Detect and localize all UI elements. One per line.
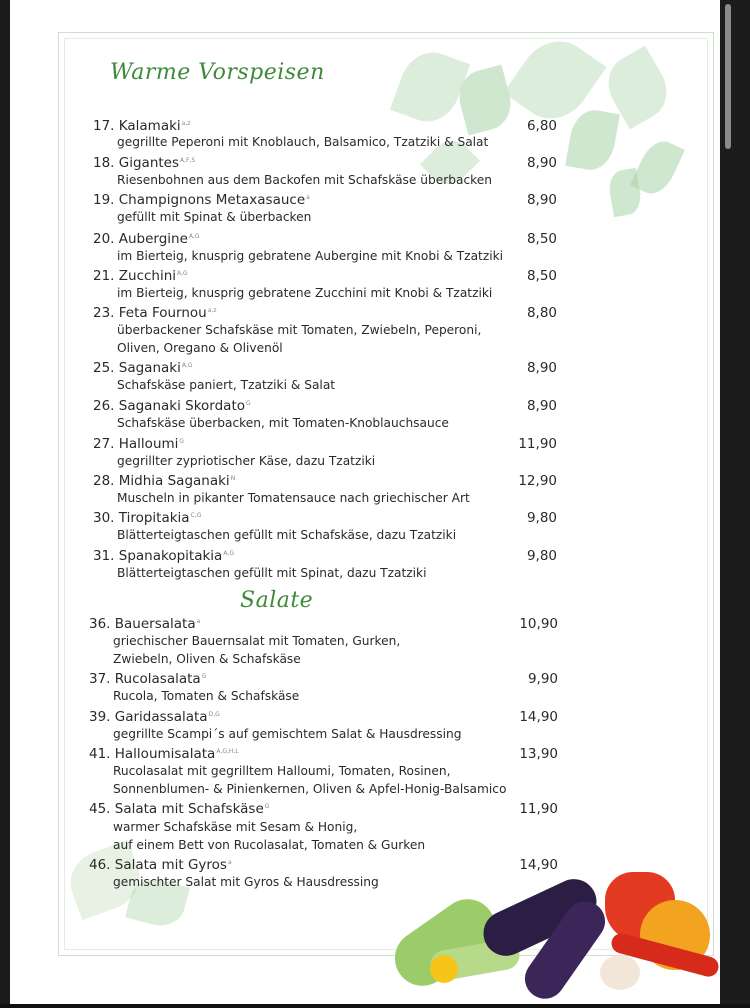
warm-item-name bbox=[93, 548, 234, 564]
warm-item-price: 11,90 bbox=[518, 436, 557, 452]
salad-item-price: 13,90 bbox=[519, 746, 558, 762]
allergen-codes: a,z bbox=[207, 306, 217, 314]
allergen-codes: A,G bbox=[177, 269, 188, 277]
salad-item-name bbox=[89, 616, 200, 632]
warm-item-description: Schafskäse überbacken, mit Tomaten-Knoblauchsauce bbox=[117, 416, 449, 430]
warm-item-name bbox=[93, 398, 251, 414]
allergen-codes: A,G bbox=[181, 361, 193, 369]
warm-item-price: 8,50 bbox=[526, 231, 557, 247]
warm-item-name bbox=[93, 268, 188, 284]
allergen-codes: G bbox=[179, 437, 185, 445]
warm-item-name bbox=[93, 436, 184, 452]
warm-item-description: Muscheln in pikanter Tomatensauce nach griechischer Art bbox=[117, 491, 470, 505]
item-title: 21. Zucchini bbox=[93, 268, 177, 284]
salad-item-description: gemischter Salat mit Gyros & Hausdressing bbox=[113, 875, 379, 889]
allergen-codes: N bbox=[230, 474, 236, 482]
warm-item-price: 8,80 bbox=[526, 305, 557, 321]
item-title: 19. Champignons Metaxasauce bbox=[93, 192, 306, 208]
section-title-salads: Salate bbox=[240, 588, 314, 613]
item-title: 25. Saganaki bbox=[93, 360, 181, 376]
warm-item-description: im Bierteig, knusprig gebratene Aubergine mit Knobi & Tzatziki bbox=[117, 249, 504, 263]
item-title: 31. Spanakopitakia bbox=[93, 548, 223, 564]
warm-item-price: 8,90 bbox=[526, 192, 557, 208]
warm-item-name bbox=[93, 231, 200, 247]
salad-item-description: Zwiebeln, Oliven & Schafskäse bbox=[113, 652, 301, 666]
salad-item-description: Rucolasalat mit gegrilltem Halloumi, Tomaten, Rosinen, bbox=[113, 764, 451, 778]
salad-item-name bbox=[89, 671, 206, 687]
allergen-codes: G bbox=[246, 399, 251, 407]
allergen-codes: G bbox=[264, 802, 270, 810]
warm-item-price: 9,80 bbox=[526, 510, 557, 526]
warm-item-description: gegrillter zypriotischer Käse, dazu Tzatziki bbox=[117, 454, 376, 468]
warm-item-name bbox=[93, 473, 235, 489]
warm-item-name bbox=[93, 118, 190, 134]
salad-item-price: 11,90 bbox=[519, 801, 558, 817]
warm-item-description: im Bierteig, knusprig gebratene Zucchini mit Knobi & Tzatziki bbox=[117, 286, 493, 300]
warm-item-description: Schafskäse paniert, Tzatziki & Salat bbox=[117, 378, 336, 392]
allergen-codes: A,F,S bbox=[180, 156, 196, 164]
warm-item-description: Blätterteigtaschen gefüllt mit Spinat, dazu Tzatziki bbox=[117, 566, 427, 580]
allergen-codes: A,G bbox=[223, 549, 234, 557]
warm-item-price: 8,50 bbox=[526, 268, 557, 284]
item-title: 30. Tiropitakia bbox=[93, 510, 190, 526]
item-title: 46. Salata mit Gyros bbox=[89, 857, 227, 873]
item-title: 28. Midhia Saganaki bbox=[93, 473, 230, 489]
item-title: 17. Kalamaki bbox=[93, 118, 181, 134]
salad-item-price: 10,90 bbox=[519, 616, 558, 632]
salad-item-description: warmer Schafskäse mit Sesam & Honig, bbox=[113, 820, 358, 834]
item-title: 23. Feta Fournou bbox=[93, 305, 207, 321]
scrollbar[interactable] bbox=[720, 0, 735, 1008]
salad-item-price: 14,90 bbox=[519, 857, 558, 873]
allergen-codes: A,G,H,L bbox=[216, 747, 239, 755]
menu-page bbox=[10, 0, 735, 1008]
warm-item-description: Oliven, Oregano & Olivenöl bbox=[117, 341, 283, 355]
item-title: 45. Salata mit Schafskäse bbox=[89, 801, 264, 817]
warm-item-description: gegrillte Peperoni mit Knoblauch, Balsamico, Tzatziki & Salat bbox=[117, 135, 489, 149]
salad-item-name bbox=[89, 746, 239, 762]
item-title: 36. Bauersalata bbox=[89, 616, 196, 632]
salad-item-name bbox=[89, 801, 269, 817]
allergen-codes: C,G bbox=[190, 511, 202, 519]
warm-item-name bbox=[93, 192, 310, 208]
warm-item-price: 8,90 bbox=[526, 398, 557, 414]
warm-item-price: 9,80 bbox=[526, 548, 557, 564]
salad-item-description: auf einem Bett von Rucolasalat, Tomaten & Gurken bbox=[113, 838, 426, 852]
item-title: 26. Saganaki Skordato bbox=[93, 398, 246, 414]
warm-item-description: Riesenbohnen aus dem Backofen mit Schafskäse überbacken bbox=[117, 173, 492, 187]
item-title: 27. Halloumi bbox=[93, 436, 179, 452]
section-title-warm: Warme Vorspeisen bbox=[110, 60, 325, 85]
salad-item-price: 9,90 bbox=[527, 671, 558, 687]
warm-item-description: Blätterteigtaschen gefüllt mit Schafskäse, dazu Tzatziki bbox=[117, 528, 457, 542]
warm-item-name bbox=[93, 155, 195, 171]
salad-item-description: gegrillte Scampi´s auf gemischtem Salat & Hausdressing bbox=[113, 727, 462, 741]
item-title: 18. Gigantes bbox=[93, 155, 180, 171]
item-title: 39. Garidassalata bbox=[89, 709, 208, 725]
salad-item-price: 14,90 bbox=[519, 709, 558, 725]
warm-item-name bbox=[93, 510, 201, 526]
item-title: 20. Aubergine bbox=[93, 231, 188, 247]
warm-item-price: 12,90 bbox=[518, 473, 557, 489]
allergen-codes: D,G bbox=[208, 710, 220, 718]
warm-item-description: gefüllt mit Spinat & überbacken bbox=[117, 210, 312, 224]
allergen-codes: a,z bbox=[181, 119, 191, 127]
warm-item-description: überbackener Schafskäse mit Tomaten, Zwiebeln, Peperoni, bbox=[117, 323, 482, 337]
warm-item-price: 6,80 bbox=[526, 118, 557, 134]
salad-item-description: griechischer Bauernsalat mit Tomaten, Gurken, bbox=[113, 634, 401, 648]
item-title: 41. Halloumisalata bbox=[89, 746, 216, 762]
allergen-codes: a bbox=[227, 858, 232, 866]
allergen-codes: G bbox=[201, 672, 207, 680]
item-title: 37. Rucolasalata bbox=[89, 671, 201, 687]
allergen-codes: A,G bbox=[188, 232, 200, 240]
scrollbar-thumb[interactable] bbox=[725, 4, 731, 149]
warm-item-price: 8,90 bbox=[526, 360, 557, 376]
allergen-codes: a bbox=[306, 193, 310, 201]
warm-item-name bbox=[93, 360, 193, 376]
warm-item-name bbox=[93, 305, 216, 321]
salad-item-name bbox=[89, 709, 220, 725]
warm-item-price: 8,90 bbox=[526, 155, 557, 171]
bottom-edge bbox=[0, 1004, 750, 1008]
salad-item-description: Sonnenblumen- & Pinienkernen, Oliven & Apfel-Honig-Balsamico bbox=[113, 782, 507, 796]
salad-item-description: Rucola, Tomaten & Schafskäse bbox=[113, 689, 300, 703]
salad-item-name bbox=[89, 857, 232, 873]
allergen-codes: a bbox=[196, 617, 201, 625]
